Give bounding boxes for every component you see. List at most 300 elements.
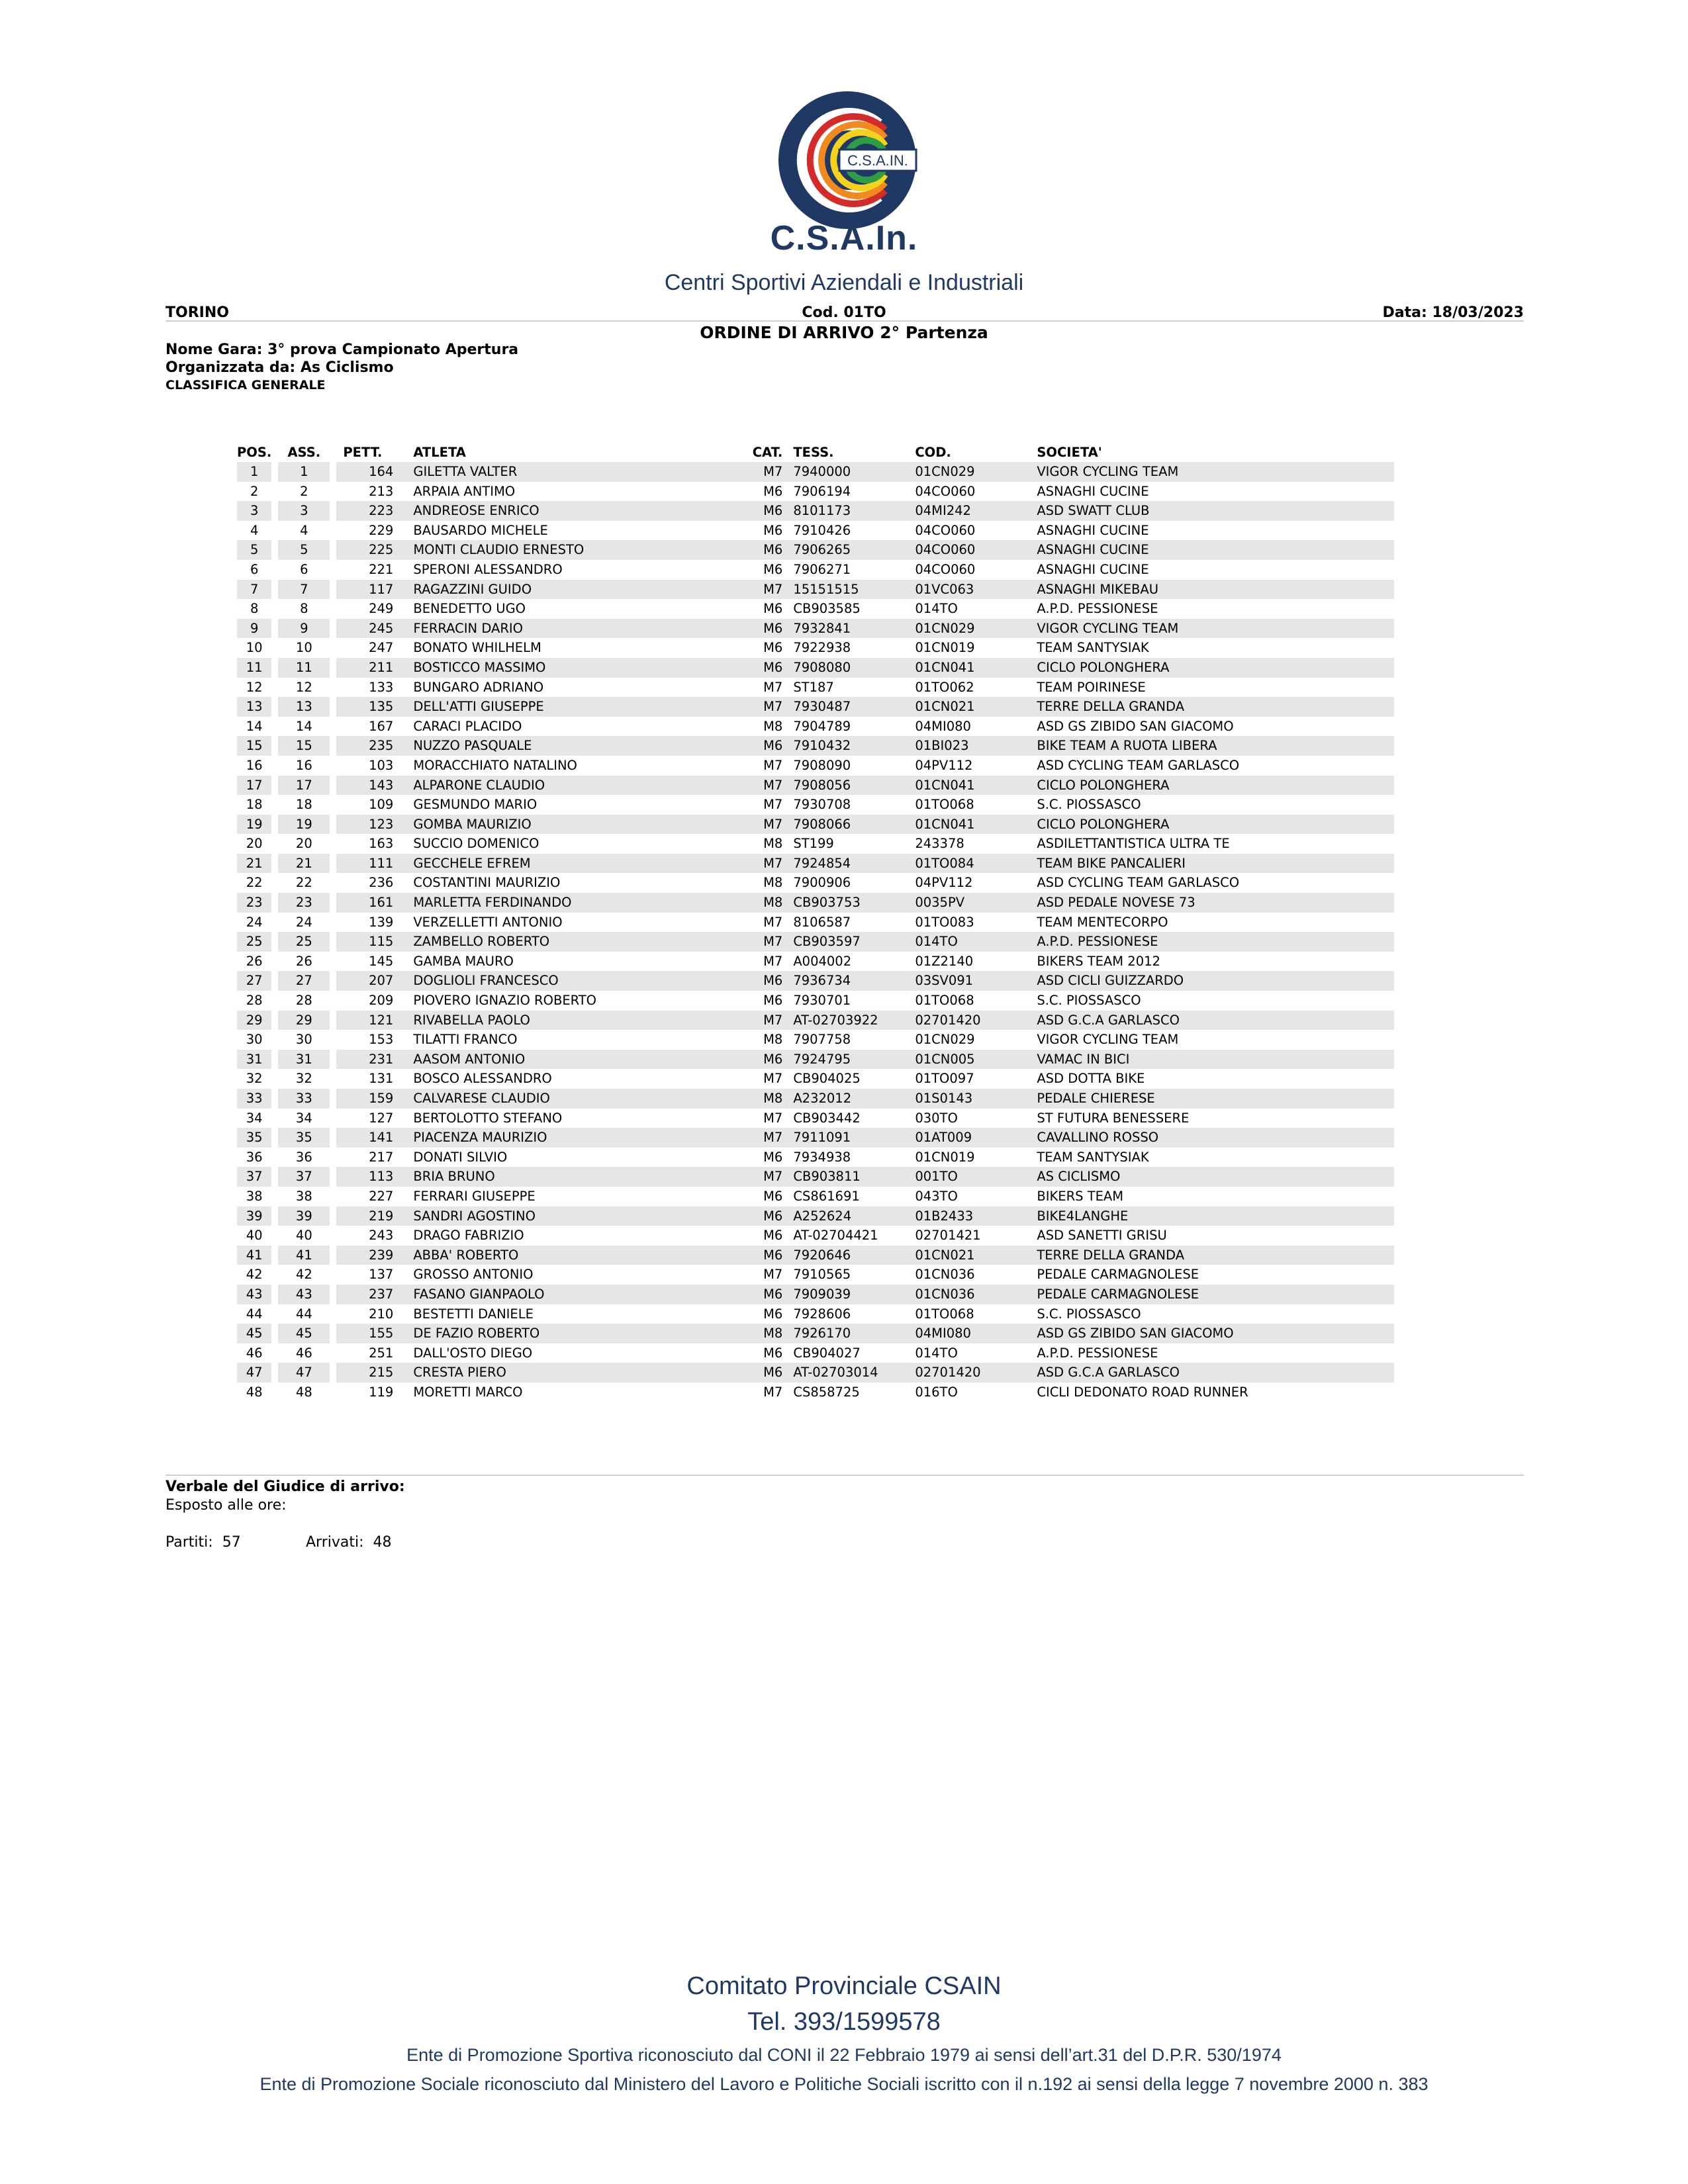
- cell-atleta: GROSSO ANTONIO: [413, 1267, 534, 1283]
- cell-pett: 143: [336, 776, 406, 796]
- cell-pett: 131: [369, 1071, 394, 1087]
- cell-societa: PEDALE CHIERESE: [1030, 1089, 1394, 1109]
- cell-societa: TERRE DELLA GRANDA: [1030, 697, 1394, 717]
- cell-ass: 21: [278, 854, 330, 874]
- cell-cat: M6: [763, 993, 783, 1009]
- cell-societa: TERRE DELLA GRANDA: [1030, 1246, 1394, 1265]
- cell-tess: 7934938: [793, 1149, 851, 1165]
- cell-ass: 18: [295, 797, 312, 813]
- cell-societa: ASD CYCLING TEAM GARLASCO: [1037, 875, 1240, 891]
- table-row: [237, 521, 1394, 541]
- cell-cat: M6: [763, 561, 783, 577]
- cell-pos: 6: [250, 561, 259, 577]
- header-rule: [165, 320, 1524, 322]
- cell-tess: 7910426: [793, 522, 851, 538]
- partiti-count: [165, 1534, 241, 1551]
- cell-tess: ST187: [793, 679, 834, 695]
- cell-cod: 014TO: [915, 601, 958, 617]
- cell-pos: 22: [246, 875, 263, 891]
- cell-pett: 113: [336, 1167, 406, 1187]
- cell-pett: 237: [336, 1285, 406, 1304]
- cell-cod: 04PV112: [915, 757, 973, 773]
- table-row: [237, 834, 1394, 854]
- cell-cat: M6: [763, 1345, 783, 1361]
- cell-cod: 04PV112: [915, 875, 973, 891]
- cell-ass: 13: [278, 697, 330, 717]
- cell-atleta: RAGAZZINI GUIDO: [406, 580, 744, 600]
- cell-cat: M6: [744, 540, 786, 560]
- header-date: Data: 18/03/2023: [1382, 304, 1524, 321]
- cell-societa: ASD GS ZIBIDO SAN GIACOMO: [1037, 718, 1234, 734]
- results-header-row: [237, 442, 1394, 462]
- table-row: [237, 1148, 1394, 1167]
- cell-societa: ASD CYCLING TEAM GARLASCO: [1037, 757, 1240, 773]
- cell-pett: 207: [336, 971, 406, 991]
- verbale-title: Verbale del Giudice di arrivo:: [165, 1479, 405, 1495]
- cell-pos: 9: [237, 619, 271, 639]
- cell-cod: 001TO: [908, 1167, 1030, 1187]
- partiti-label: Partiti:: [165, 1534, 213, 1551]
- cell-pett: 210: [369, 1306, 394, 1322]
- cell-societa: S.C. PIOSSASCO: [1037, 797, 1141, 813]
- cell-pos: 5: [237, 540, 271, 560]
- cell-ass: 27: [278, 971, 330, 991]
- cell-societa: CICLI DEDONATO ROAD RUNNER: [1037, 1384, 1248, 1400]
- cell-tess: 8106587: [793, 914, 851, 930]
- cell-ass: 6: [300, 561, 308, 577]
- cell-ass: 11: [278, 658, 330, 678]
- cell-societa: ASDILETTANTISTICA ULTRA TE: [1037, 836, 1230, 852]
- cell-ass: 5: [278, 540, 330, 560]
- cell-societa: VIGOR CYCLING TEAM: [1030, 462, 1394, 482]
- table-row: [237, 619, 1394, 639]
- cell-pos: 20: [246, 836, 263, 852]
- cell-pos: 33: [237, 1089, 271, 1109]
- cell-societa: PEDALE CARMAGNOLESE: [1037, 1267, 1199, 1283]
- cell-cod: 04CO060: [915, 522, 976, 538]
- cell-cod: 01CN005: [908, 1050, 1030, 1069]
- cell-cat: M7: [744, 697, 786, 717]
- cell-cod: 04CO060: [915, 483, 976, 499]
- footer-line-1: Ente di Promozione Sportiva riconosciuto dal CONI il 22 Febbraio 1979 ai sensi dell’art.31 del D.P.R. 530/1974: [406, 2045, 1282, 2065]
- cell-societa: CAVALLINO ROSSO: [1030, 1128, 1394, 1148]
- cell-atleta: SUCCIO DOMENICO: [413, 836, 539, 852]
- cell-tess: AT-02703922: [786, 1011, 908, 1030]
- table-row: [237, 1265, 1394, 1285]
- table-row: [237, 795, 1394, 815]
- cell-atleta: VERZELLETTI ANTONIO: [413, 914, 563, 930]
- table-row: [237, 599, 1394, 619]
- cell-cat: M8: [744, 1324, 786, 1343]
- cell-societa: ASNAGHI CUCINE: [1030, 540, 1394, 560]
- cell-cod: 01VC063: [908, 580, 1030, 600]
- table-row: [237, 873, 1394, 893]
- cell-pett: 213: [369, 483, 394, 499]
- cell-societa: PEDALE CARMAGNOLESE: [1030, 1285, 1394, 1304]
- cell-pos: 36: [246, 1149, 263, 1165]
- table-row: [237, 697, 1394, 717]
- cell-tess: 7940000: [786, 462, 908, 482]
- cell-ass: 22: [295, 875, 312, 891]
- cell-tess: 7908066: [786, 815, 908, 835]
- table-row: [237, 678, 1394, 698]
- cell-atleta: GECCHELE EFREM: [406, 854, 744, 874]
- cell-pos: 13: [237, 697, 271, 717]
- cell-cod: 016TO: [915, 1384, 958, 1400]
- cell-societa: TEAM BIKE PANCALIERI: [1030, 854, 1394, 874]
- cell-tess: 7920646: [786, 1246, 908, 1265]
- table-row: [237, 1324, 1394, 1343]
- cell-cod: 243378: [915, 836, 964, 852]
- cell-societa: ASD CICLI GUIZZARDO: [1030, 971, 1394, 991]
- cell-cod: 01CN041: [908, 776, 1030, 796]
- cell-societa: ASNAGHI CUCINE: [1037, 522, 1149, 538]
- cell-tess: 7924854: [786, 854, 908, 874]
- cell-cat: M6: [744, 1206, 786, 1226]
- cell-cat: M6: [763, 1149, 783, 1165]
- cell-societa: BIKE4LANGHE: [1030, 1206, 1394, 1226]
- col-tess: TESS.: [793, 444, 834, 460]
- cell-cat: M7: [763, 1267, 783, 1283]
- cell-pett: 221: [369, 561, 394, 577]
- cell-pett: 159: [336, 1089, 406, 1109]
- cell-ass: 45: [278, 1324, 330, 1343]
- cell-cod: 02701421: [915, 1228, 981, 1244]
- cell-ass: 25: [278, 932, 330, 952]
- cell-societa: ASD PEDALE NOVESE 73: [1030, 893, 1394, 913]
- cell-cod: 01CN041: [908, 658, 1030, 678]
- cell-pos: 3: [237, 501, 271, 521]
- cell-ass: 44: [295, 1306, 312, 1322]
- cell-pos: 45: [237, 1324, 271, 1343]
- cell-societa: ASD DOTTA BIKE: [1037, 1071, 1145, 1087]
- cell-atleta: NUZZO PASQUALE: [406, 736, 744, 756]
- verbale-rule: [165, 1475, 1524, 1476]
- cell-pett: 249: [369, 601, 394, 617]
- cell-ass: 20: [295, 836, 312, 852]
- cell-pos: 21: [237, 854, 271, 874]
- cell-societa: VIGOR CYCLING TEAM: [1037, 1032, 1179, 1048]
- cell-tess: A252624: [786, 1206, 908, 1226]
- cell-tess: 8101173: [786, 501, 908, 521]
- cell-atleta: GAMBA MAURO: [413, 953, 514, 969]
- cell-pett: 209: [369, 993, 394, 1009]
- cell-pos: 39: [237, 1206, 271, 1226]
- table-row: [237, 580, 1394, 600]
- cell-atleta: FASANO GIANPAOLO: [406, 1285, 744, 1304]
- cell-atleta: MORACCHIATO NATALINO: [413, 757, 577, 773]
- cell-atleta: BUNGARO ADRIANO: [413, 679, 544, 695]
- cell-pos: 29: [237, 1011, 271, 1030]
- table-row: [237, 1206, 1394, 1226]
- cell-ass: 42: [295, 1267, 312, 1283]
- cell-atleta: GILETTA VALTER: [406, 462, 744, 482]
- cell-ass: 7: [278, 580, 330, 600]
- cell-cat: M7: [763, 797, 783, 813]
- cell-pett: 141: [336, 1128, 406, 1148]
- cell-cat: M8: [763, 836, 783, 852]
- cell-atleta: BOSCO ALESSANDRO: [413, 1071, 552, 1087]
- cell-pett: 133: [369, 679, 394, 695]
- cell-pett: 139: [369, 914, 394, 930]
- cell-societa: A.P.D. PESSIONESE: [1037, 1345, 1158, 1361]
- table-row: [237, 913, 1394, 933]
- cell-atleta: BONATO WHILHELM: [413, 640, 541, 656]
- cell-atleta: GESMUNDO MARIO: [413, 797, 538, 813]
- table-row: [237, 1187, 1394, 1206]
- cell-atleta: ABBA' ROBERTO: [406, 1246, 744, 1265]
- cell-tess: 7936734: [786, 971, 908, 991]
- col-pos: POS.: [237, 444, 272, 460]
- esposto-label: Esposto alle ore:: [165, 1497, 287, 1514]
- header-city: TORINO: [165, 304, 229, 321]
- cell-ass: 39: [278, 1206, 330, 1226]
- cell-cat: M6: [744, 1246, 786, 1265]
- cell-pett: 215: [336, 1363, 406, 1383]
- cell-pett: 217: [369, 1149, 394, 1165]
- cell-pos: 40: [246, 1228, 263, 1244]
- cell-pos: 30: [246, 1032, 263, 1048]
- cell-tess: ST199: [793, 836, 834, 852]
- table-row: [237, 854, 1394, 874]
- cell-pos: 11: [237, 658, 271, 678]
- header-code: Cod. 01TO: [802, 304, 886, 321]
- footer-committee: Comitato Provinciale CSAIN: [686, 1972, 1002, 2000]
- cell-societa: S.C. PIOSSASCO: [1037, 1306, 1141, 1322]
- cell-atleta: TILATTI FRANCO: [413, 1032, 518, 1048]
- cell-ass: 10: [295, 640, 312, 656]
- cell-pos: 35: [237, 1128, 271, 1148]
- cell-societa: ASD SANETTI GRISU: [1037, 1228, 1167, 1244]
- cell-cod: 04MI080: [915, 718, 971, 734]
- cell-cod: 01TO083: [915, 914, 974, 930]
- cell-atleta: BENEDETTO UGO: [413, 601, 526, 617]
- cell-atleta: MORETTI MARCO: [413, 1384, 523, 1400]
- cell-societa: ASD GS ZIBIDO SAN GIACOMO: [1030, 1324, 1394, 1343]
- cell-cat: M7: [763, 1110, 783, 1126]
- cell-pett: 163: [369, 836, 394, 852]
- col-atleta: ATLETA: [413, 444, 466, 460]
- cell-atleta: DE FAZIO ROBERTO: [406, 1324, 744, 1343]
- cell-pett: 236: [369, 875, 394, 891]
- cell-atleta: FERRARI GIUSEPPE: [413, 1188, 536, 1204]
- cell-cat: M7: [744, 1167, 786, 1187]
- cell-tess: CB903442: [793, 1110, 861, 1126]
- cell-tess: 7908090: [793, 757, 851, 773]
- cell-ass: 28: [295, 993, 312, 1009]
- cell-tess: CB903811: [786, 1167, 908, 1187]
- cell-ass: 12: [295, 679, 312, 695]
- table-row: [237, 1050, 1394, 1069]
- cell-societa: ASNAGHI CUCINE: [1037, 561, 1149, 577]
- cell-tess: 7930708: [793, 797, 851, 813]
- cell-societa: BIKERS TEAM 2012: [1037, 953, 1160, 969]
- cell-ass: 2: [300, 483, 308, 499]
- cell-societa: CICLO POLONGHERA: [1030, 815, 1394, 835]
- cell-societa: TEAM SANTYSIAK: [1037, 1149, 1149, 1165]
- cell-cod: 02701420: [908, 1011, 1030, 1030]
- cell-pos: 47: [237, 1363, 271, 1383]
- cell-pett: 153: [369, 1032, 394, 1048]
- cell-atleta: ARPAIA ANTIMO: [413, 483, 516, 499]
- cell-cod: 043TO: [915, 1188, 958, 1204]
- cell-cod: 04MI080: [908, 1324, 1030, 1343]
- cell-pett: 145: [369, 953, 394, 969]
- cell-cat: M6: [744, 1363, 786, 1383]
- cell-societa: CICLO POLONGHERA: [1030, 776, 1394, 796]
- cell-ass: 19: [278, 815, 330, 835]
- cell-pett: 127: [369, 1110, 394, 1126]
- cell-pett: 111: [336, 854, 406, 874]
- cell-atleta: DRAGO FABRIZIO: [413, 1228, 524, 1244]
- cell-atleta: ALPARONE CLAUDIO: [406, 776, 744, 796]
- cell-pos: 31: [237, 1050, 271, 1069]
- table-row: [237, 815, 1394, 835]
- table-row: [237, 1167, 1394, 1187]
- cell-cod: 01CN019: [915, 1149, 975, 1165]
- col-pett: PETT.: [343, 444, 383, 460]
- cell-societa: ASD G.C.A GARLASCO: [1030, 1011, 1394, 1030]
- cell-cod: 01CN029: [908, 619, 1030, 639]
- cell-tess: 7904789: [793, 718, 851, 734]
- table-row: [237, 1285, 1394, 1304]
- cell-pos: 18: [246, 797, 263, 813]
- table-row: [237, 1246, 1394, 1265]
- cell-ass: 8: [300, 601, 308, 617]
- cell-pos: 41: [237, 1246, 271, 1265]
- cell-tess: CB904027: [793, 1345, 861, 1361]
- cell-ass: 35: [278, 1128, 330, 1148]
- cell-tess: 7906265: [786, 540, 908, 560]
- cell-cod: 01TO062: [915, 679, 974, 695]
- cell-pos: 16: [246, 757, 263, 773]
- cell-societa: BIKE TEAM A RUOTA LIBERA: [1030, 736, 1394, 756]
- table-row: [237, 756, 1394, 776]
- cell-ass: 36: [295, 1149, 312, 1165]
- cell-ass: 41: [278, 1246, 330, 1265]
- cell-atleta: AASOM ANTONIO: [406, 1050, 744, 1069]
- cell-pos: 7: [237, 580, 271, 600]
- cell-cod: 014TO: [908, 932, 1030, 952]
- cell-tess: 7932841: [786, 619, 908, 639]
- table-row: [237, 1109, 1394, 1128]
- table-row: [237, 971, 1394, 991]
- cell-cod: 03SV091: [908, 971, 1030, 991]
- cell-ass: 24: [295, 914, 312, 930]
- cell-atleta: MARLETTA FERDINANDO: [406, 893, 744, 913]
- table-row: [237, 952, 1394, 972]
- results-table: [237, 442, 1394, 1402]
- cell-pett: 135: [336, 697, 406, 717]
- cell-cat: M6: [763, 1228, 783, 1244]
- cell-tess: 7908056: [786, 776, 908, 796]
- table-row: [237, 893, 1394, 913]
- cell-pett: 231: [336, 1050, 406, 1069]
- cell-atleta: SPERONI ALESSANDRO: [413, 561, 563, 577]
- col-cod: COD.: [915, 444, 951, 460]
- cell-tess: 15151515: [786, 580, 908, 600]
- col-ass: ASS.: [287, 444, 321, 460]
- table-row: [237, 1343, 1394, 1363]
- cell-pos: 26: [246, 953, 263, 969]
- cell-pett: 235: [336, 736, 406, 756]
- cell-cod: 01CN021: [908, 697, 1030, 717]
- cell-tess: 7926170: [786, 1324, 908, 1343]
- cell-pett: 103: [369, 757, 394, 773]
- cell-pett: 161: [336, 893, 406, 913]
- cell-cat: M7: [744, 932, 786, 952]
- cell-tess: CB903585: [793, 601, 861, 617]
- cell-tess: 7900906: [793, 875, 851, 891]
- cell-cod: 01CN036: [908, 1285, 1030, 1304]
- cell-cod: 01TO084: [908, 854, 1030, 874]
- cell-societa: ASNAGHI MIKEBAU: [1030, 580, 1394, 600]
- col-societa: SOCIETA': [1037, 444, 1102, 460]
- cell-pett: 247: [369, 640, 394, 656]
- cell-atleta: CALVARESE CLAUDIO: [406, 1089, 744, 1109]
- cell-pett: 229: [369, 522, 394, 538]
- cell-atleta: DOGLIOLI FRANCESCO: [406, 971, 744, 991]
- cell-pos: 8: [250, 601, 259, 617]
- cell-cat: M7: [763, 757, 783, 773]
- cell-atleta: FERRACIN DARIO: [406, 619, 744, 639]
- cell-pos: 32: [246, 1071, 263, 1087]
- footer-line-2: Ente di Promozione Sociale riconosciuto dal Ministero del Lavoro e Politiche Sociali iscritto con il n.192 ai sensi della legge 7 novembre 2000 n. 383: [259, 2074, 1429, 2094]
- cell-pett: 227: [369, 1188, 394, 1204]
- table-row: [237, 1069, 1394, 1089]
- table-row: [237, 1030, 1394, 1050]
- cell-pett: 245: [336, 619, 406, 639]
- cell-cat: M7: [744, 1128, 786, 1148]
- cell-societa: TEAM POIRINESE: [1037, 679, 1146, 695]
- table-row: [237, 482, 1394, 502]
- cell-atleta: CARACI PLACIDO: [413, 718, 522, 734]
- cell-tess: CB903597: [786, 932, 908, 952]
- cell-ass: 17: [278, 776, 330, 796]
- cell-pos: 12: [246, 679, 263, 695]
- cell-tess: 7906194: [793, 483, 851, 499]
- cell-atleta: DONATI SILVIO: [413, 1149, 508, 1165]
- race-organizer: Organizzata da: As Ciclismo: [165, 359, 394, 376]
- cell-ass: 47: [278, 1363, 330, 1383]
- cell-cod: 01CN029: [908, 462, 1030, 482]
- cell-atleta: BOSTICCO MASSIMO: [406, 658, 744, 678]
- table-row: [237, 638, 1394, 658]
- cell-ass: 30: [295, 1032, 312, 1048]
- table-row: [237, 501, 1394, 521]
- cell-atleta: ZAMBELLO ROBERTO: [406, 932, 744, 952]
- cell-ass: 48: [295, 1384, 312, 1400]
- cell-pett: 137: [369, 1267, 394, 1283]
- cell-ass: 23: [278, 893, 330, 913]
- logo-text: C.S.A.IN.: [847, 152, 908, 169]
- cell-cod: 04CO060: [908, 540, 1030, 560]
- cell-ass: 29: [278, 1011, 330, 1030]
- cell-tess: 7930487: [786, 697, 908, 717]
- cell-societa: ASD G.C.A GARLASCO: [1030, 1363, 1394, 1383]
- cell-ass: 33: [278, 1089, 330, 1109]
- table-row: [237, 658, 1394, 678]
- cell-cat: M7: [763, 1384, 783, 1400]
- cell-ass: 14: [295, 718, 312, 734]
- cell-tess: 7930701: [793, 993, 851, 1009]
- cell-cat: M6: [763, 483, 783, 499]
- cell-cod: 01CN029: [915, 1032, 975, 1048]
- cell-tess: 7907758: [793, 1032, 851, 1048]
- cell-cat: M8: [744, 893, 786, 913]
- cell-pos: 4: [250, 522, 259, 538]
- cell-cat: M7: [763, 679, 783, 695]
